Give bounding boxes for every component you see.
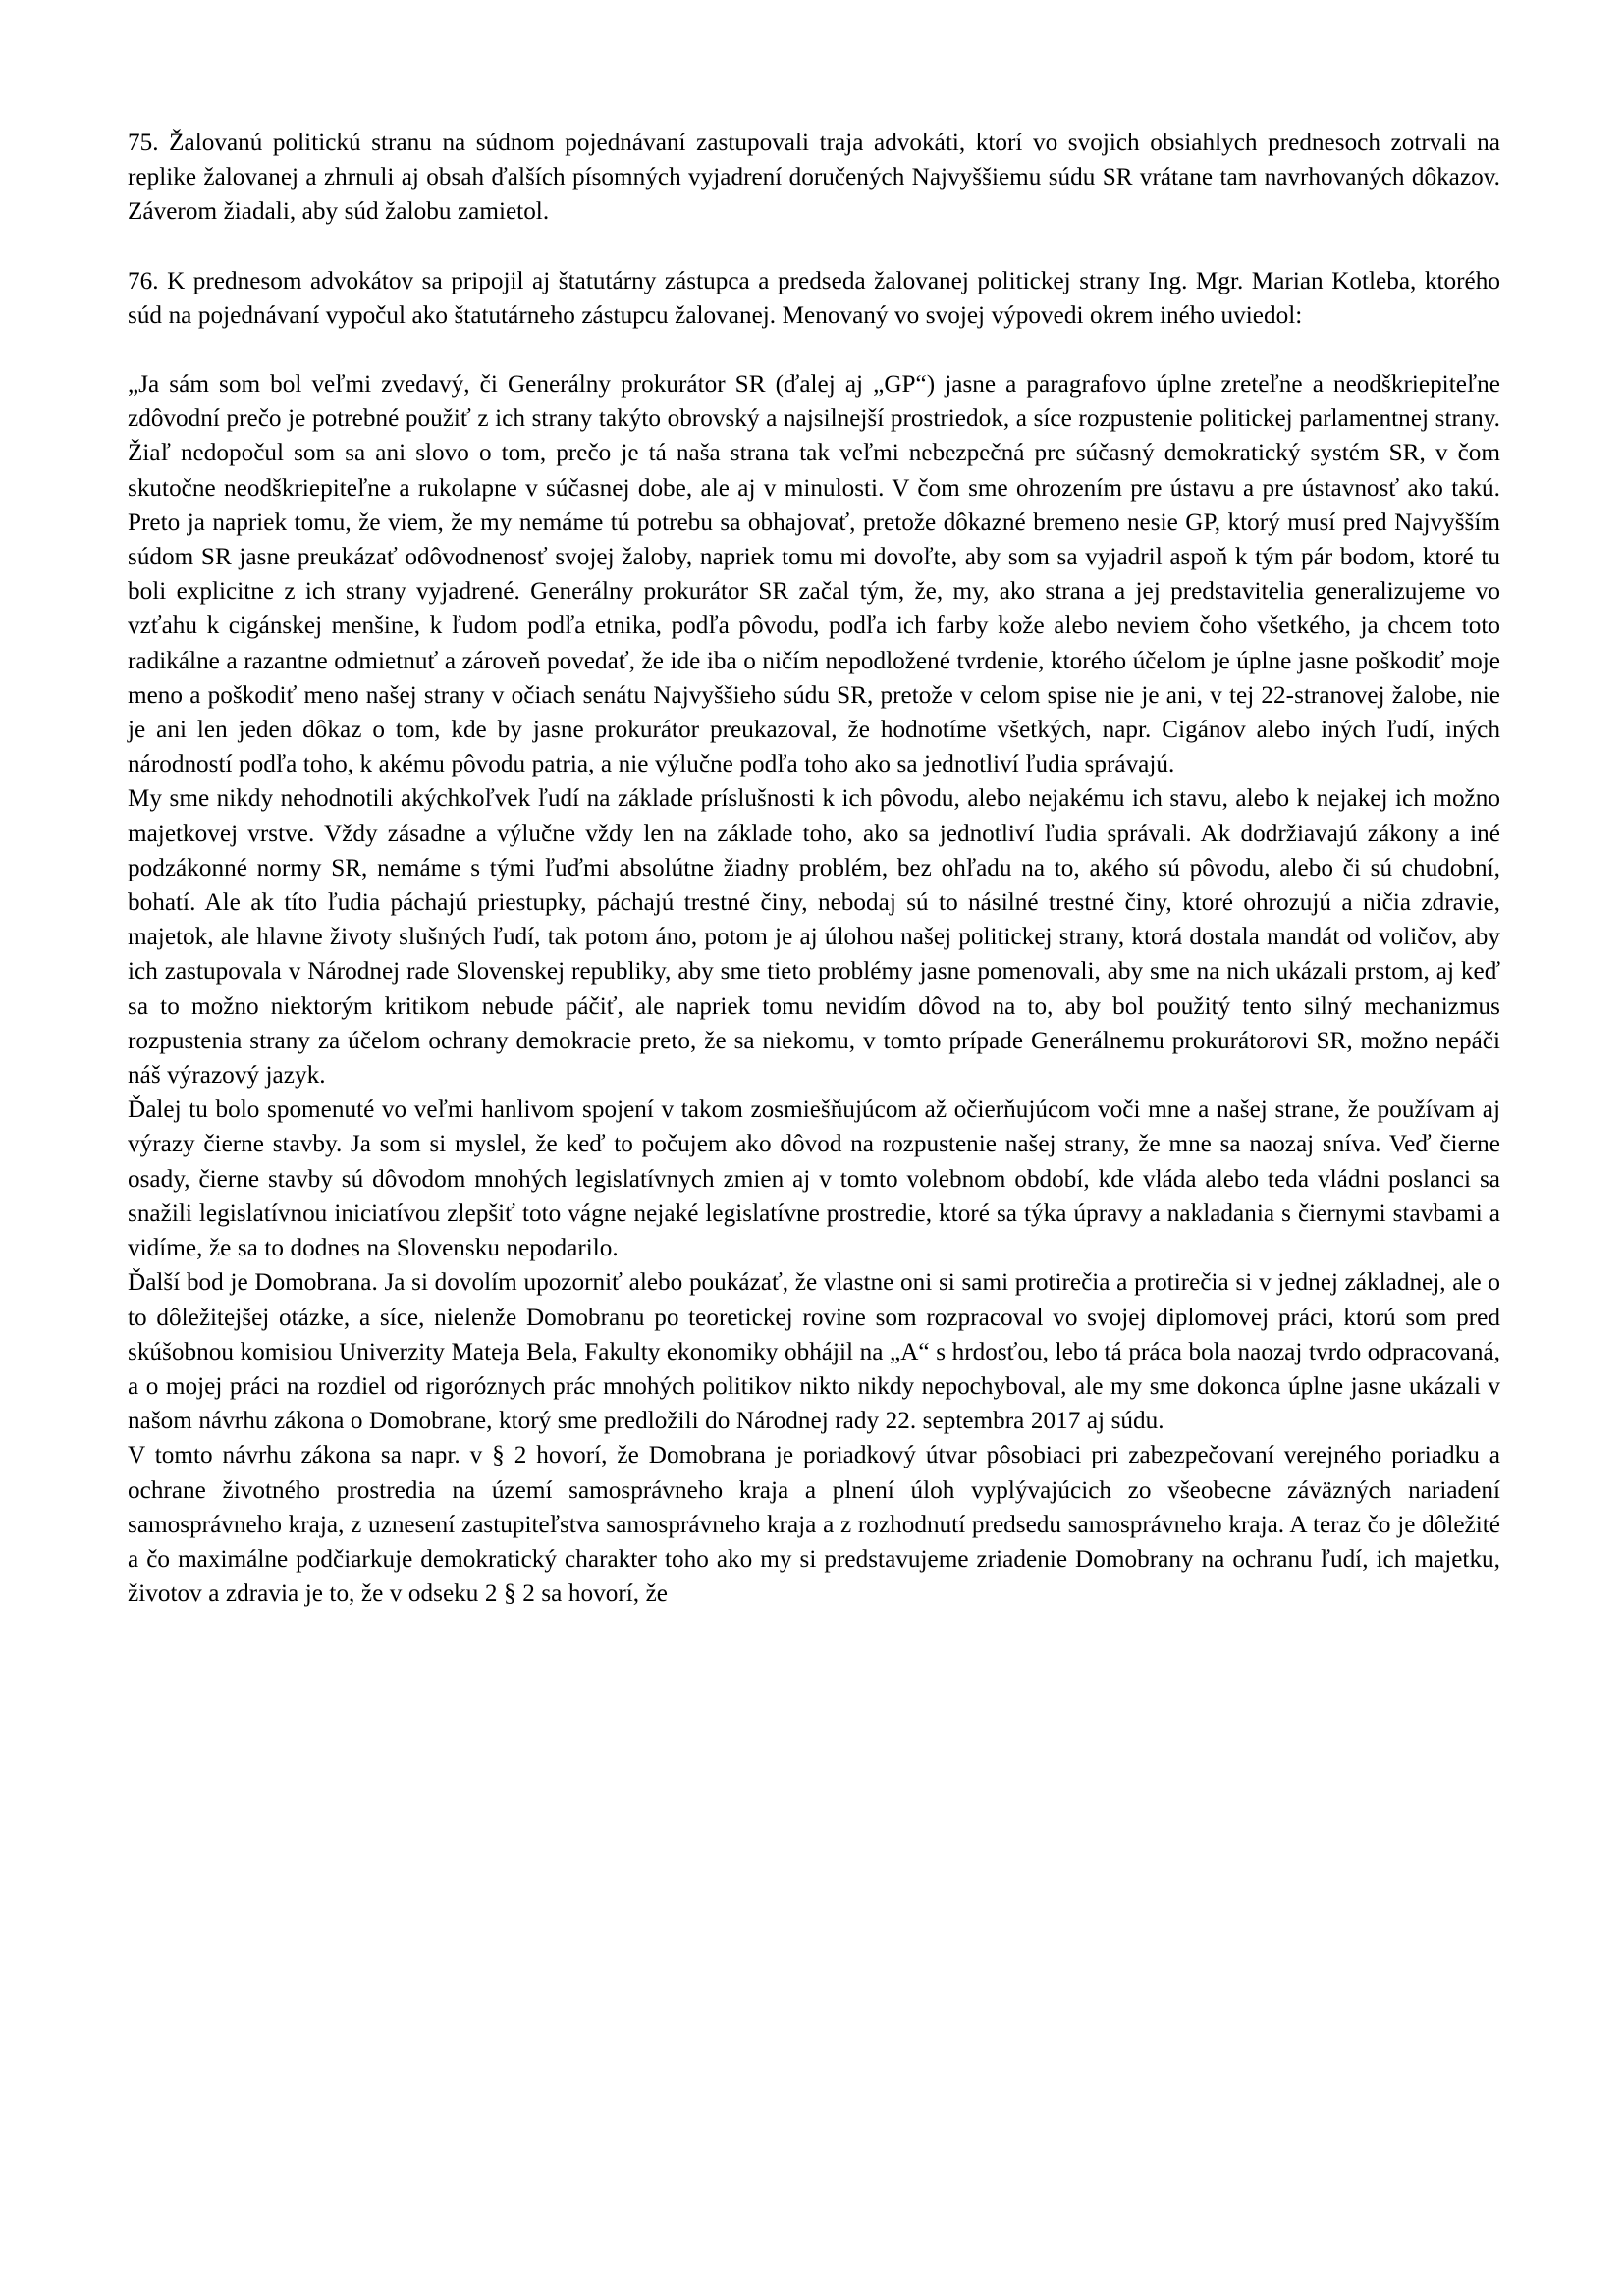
quote-paragraph-3: Ďalej tu bolo spomenuté vo veľmi hanlivom spojení v takom zosmiešňujúcom až očierňujúcom voči mne a našej strane, že používam aj výrazy čierne stavby. Ja som si myslel, že keď to počujem ako dôvod na rozpustenie našej strany, že mne sa naozaj sníva. Veď čierne osady, čierne stavby sú dôvodom mnohých legislatívnych zmien aj v tomto volebnom období, kde vláda alebo teda vládni poslanci sa snažili legislatívnou iniciatívou zlepšiť toto vágne nejaké legislatívne prostredie, ktoré sa týka úpravy a nakladania s čiernymi stavbami a vidíme, že sa to dodnes na Slovensku nepodarilo. bbox=[128, 1096, 1500, 1262]
quote-paragraph-2: My sme nikdy nehodnotili akýchkoľvek ľudí na základe príslušnosti k ich pôvodu, alebo nejakému ich stavu, alebo k nejakej ich možno majetkovej vrstve. Vždy zásadne a výlučne vždy len na základe toho, ako sa jednotliví ľudia správali. Ak dodržiavajú zákony a iné podzákonné normy SR, nemáme s tými ľuďmi absolútne žiadny problém, bez ohľadu na to, akého sú pôvodu, alebo či sú chudobní, bohatí. Ale ak títo ľudia páchajú priestupky, páchajú trestné činy, nebodaj sú to násilné trestné činy, ktoré ohrozujú a ničia zdravie, majetok, ale hlavne životy slušných ľudí, tak potom áno, potom je aj úlohou našej politickej strany, ktorá dostala mandát od voličov, aby ich zastupovala v Národnej rade Slovenskej republiky, aby sme tieto problémy jasne pomenovali, aby sme na nich ukázali prstom, aj keď sa to možno niektorým kritikom nebude páčiť, ale napriek tomu nevidím dôvod na to, aby bol použitý tento silný mechanizmus rozpustenia strany za účelom ochrany demokracie preto, že sa niekomu, v tomto prípade Generálnemu prokurátorovi SR, možno nepáči náš výrazový jazyk. bbox=[128, 785, 1500, 1090]
paragraph-75: 75. Žalovanú politickú stranu na súdnom pojednávaní zastupovali traja advokáti, ktorí vo svojich obsiahlych prednesoch zotrvali na replike žalovanej a zhrnuli aj obsah ďalších písomných vyjadrení doručených Najvyššiemu súdu SR vrátane tam navrhovaných dôkazov. Záverom žiadali, aby súd žalobu zamietol. bbox=[128, 130, 1500, 226]
document-body bbox=[128, 126, 1500, 1611]
paragraph-76: 76. K prednesom advokátov sa pripojil aj štatutárny zástupca a predseda žalovanej politickej strany Ing. Mgr. Marian Kotleba, ktorého súd na pojednávaní vypočul ako štatutárneho zástupcu žalovanej. Menovaný vo svojej výpovedi okrem iného uviedol: bbox=[128, 267, 1500, 329]
quote-paragraph-1: „Ja sám som bol veľmi zvedavý, či Generálny prokurátor SR (ďalej aj „GP“) jasne a paragrafovo úplne zreteľne a neodškriepiteľne zdôvodní prečo je potrebné použiť z ich strany takýto obrovský a najsilnejší prostriedok, a síce rozpustenie politickej parlamentnej strany. Žiaľ nedopočul som sa ani slovo o tom, prečo je tá naša strana tak veľmi nebezpečná pre súčasný demokratický systém SR, v čom skutočne neodškriepiteľne a rukolapne v súčasnej dobe, ale aj v minulosti. V čom sme ohrozením pre ústavu a pre ústavnosť ako takú. Preto ja napriek tomu, že viem, že my nemáme tú potrebu sa obhajovať, pretože dôkazné bremeno nesie GP, ktorý musí pred Najvyšším súdom SR jasne preukázať odôvodnenosť svojej žaloby, napriek tomu mi dovoľte, aby som sa vyjadril aspoň k tým pár bodom, ktoré tu boli explicitne z ich strany vyjadrené. Generálny prokurátor SR začal tým, že, my, ako strana a jej predstavitelia generalizujeme vo vzťahu k cigánskej menšine, k ľudom podľa etnika, podľa pôvodu, podľa ich farby kože alebo neviem čoho všetkého, ja chcem toto radikálne a razantne odmietnuť a zároveň povedať, že ide iba o ničím nepodložené tvrdenie, ktorého účelom je úplne jasne poškodiť moje meno a poškodiť meno našej strany v očiach senátu Najvyššieho súdu SR, pretože v celom spise nie je ani, v tej 22-stranovej žalobe, nie je ani len jeden dôkaz o tom, kde by jasne prokurátor preukazoval, že hodnotíme všetkých, napr. Cigánov alebo iných ľudí, iných národností podľa toho, k akému pôvodu patria, a nie výlučne podľa toho ako sa jednotliví ľudia správajú. bbox=[128, 371, 1500, 778]
quote-paragraph-4: Ďalší bod je Domobrana. Ja si dovolím upozorniť alebo poukázať, že vlastne oni si sami protirečia a protirečia si v jednej základnej, ale o to dôležitejšej otázke, a síce, nielenže Domobranu po teoretickej rovine som rozpracoval vo svojej diplomovej práci, ktorú som pred skúšobnou komisiou Univerzity Mateja Bela, Fakulty ekonomiky obhájil na „A“ s hrdosťou, lebo tá práca bola naozaj tvrdo odpracovaná, a o mojej práci na rozdiel od rigoróznych prác mnohých politikov nikto nikdy nepochyboval, ale my sme dokonca úplne jasne ukázali v našom návrhu zákona o Domobrane, ktorý sme predložili do Národnej rady 22. septembra 2017 aj súdu. bbox=[128, 1269, 1500, 1435]
quote-paragraph-5: V tomto návrhu zákona sa napr. v § 2 hovorí, že Domobrana je poriadkový útvar pôsobiaci pri zabezpečovaní verejného poriadku a ochrane životného prostredia na území samosprávneho kraja a plnení úloh vyplývajúcich zo všeobecne záväzných nariadení samosprávneho kraja, z uznesení zastupiteľstva samosprávneho kraja a z rozhodnutí predsedu samosprávneho kraja. A teraz čo je dôležité a čo maximálne podčiarkuje demokratický charakter toho ako my si predstavujeme zriadenie Domobrany na ochranu ľudí, ich majetku, životov a zdravia je to, že v odseku 2 § 2 sa hovorí, že bbox=[128, 1442, 1500, 1608]
